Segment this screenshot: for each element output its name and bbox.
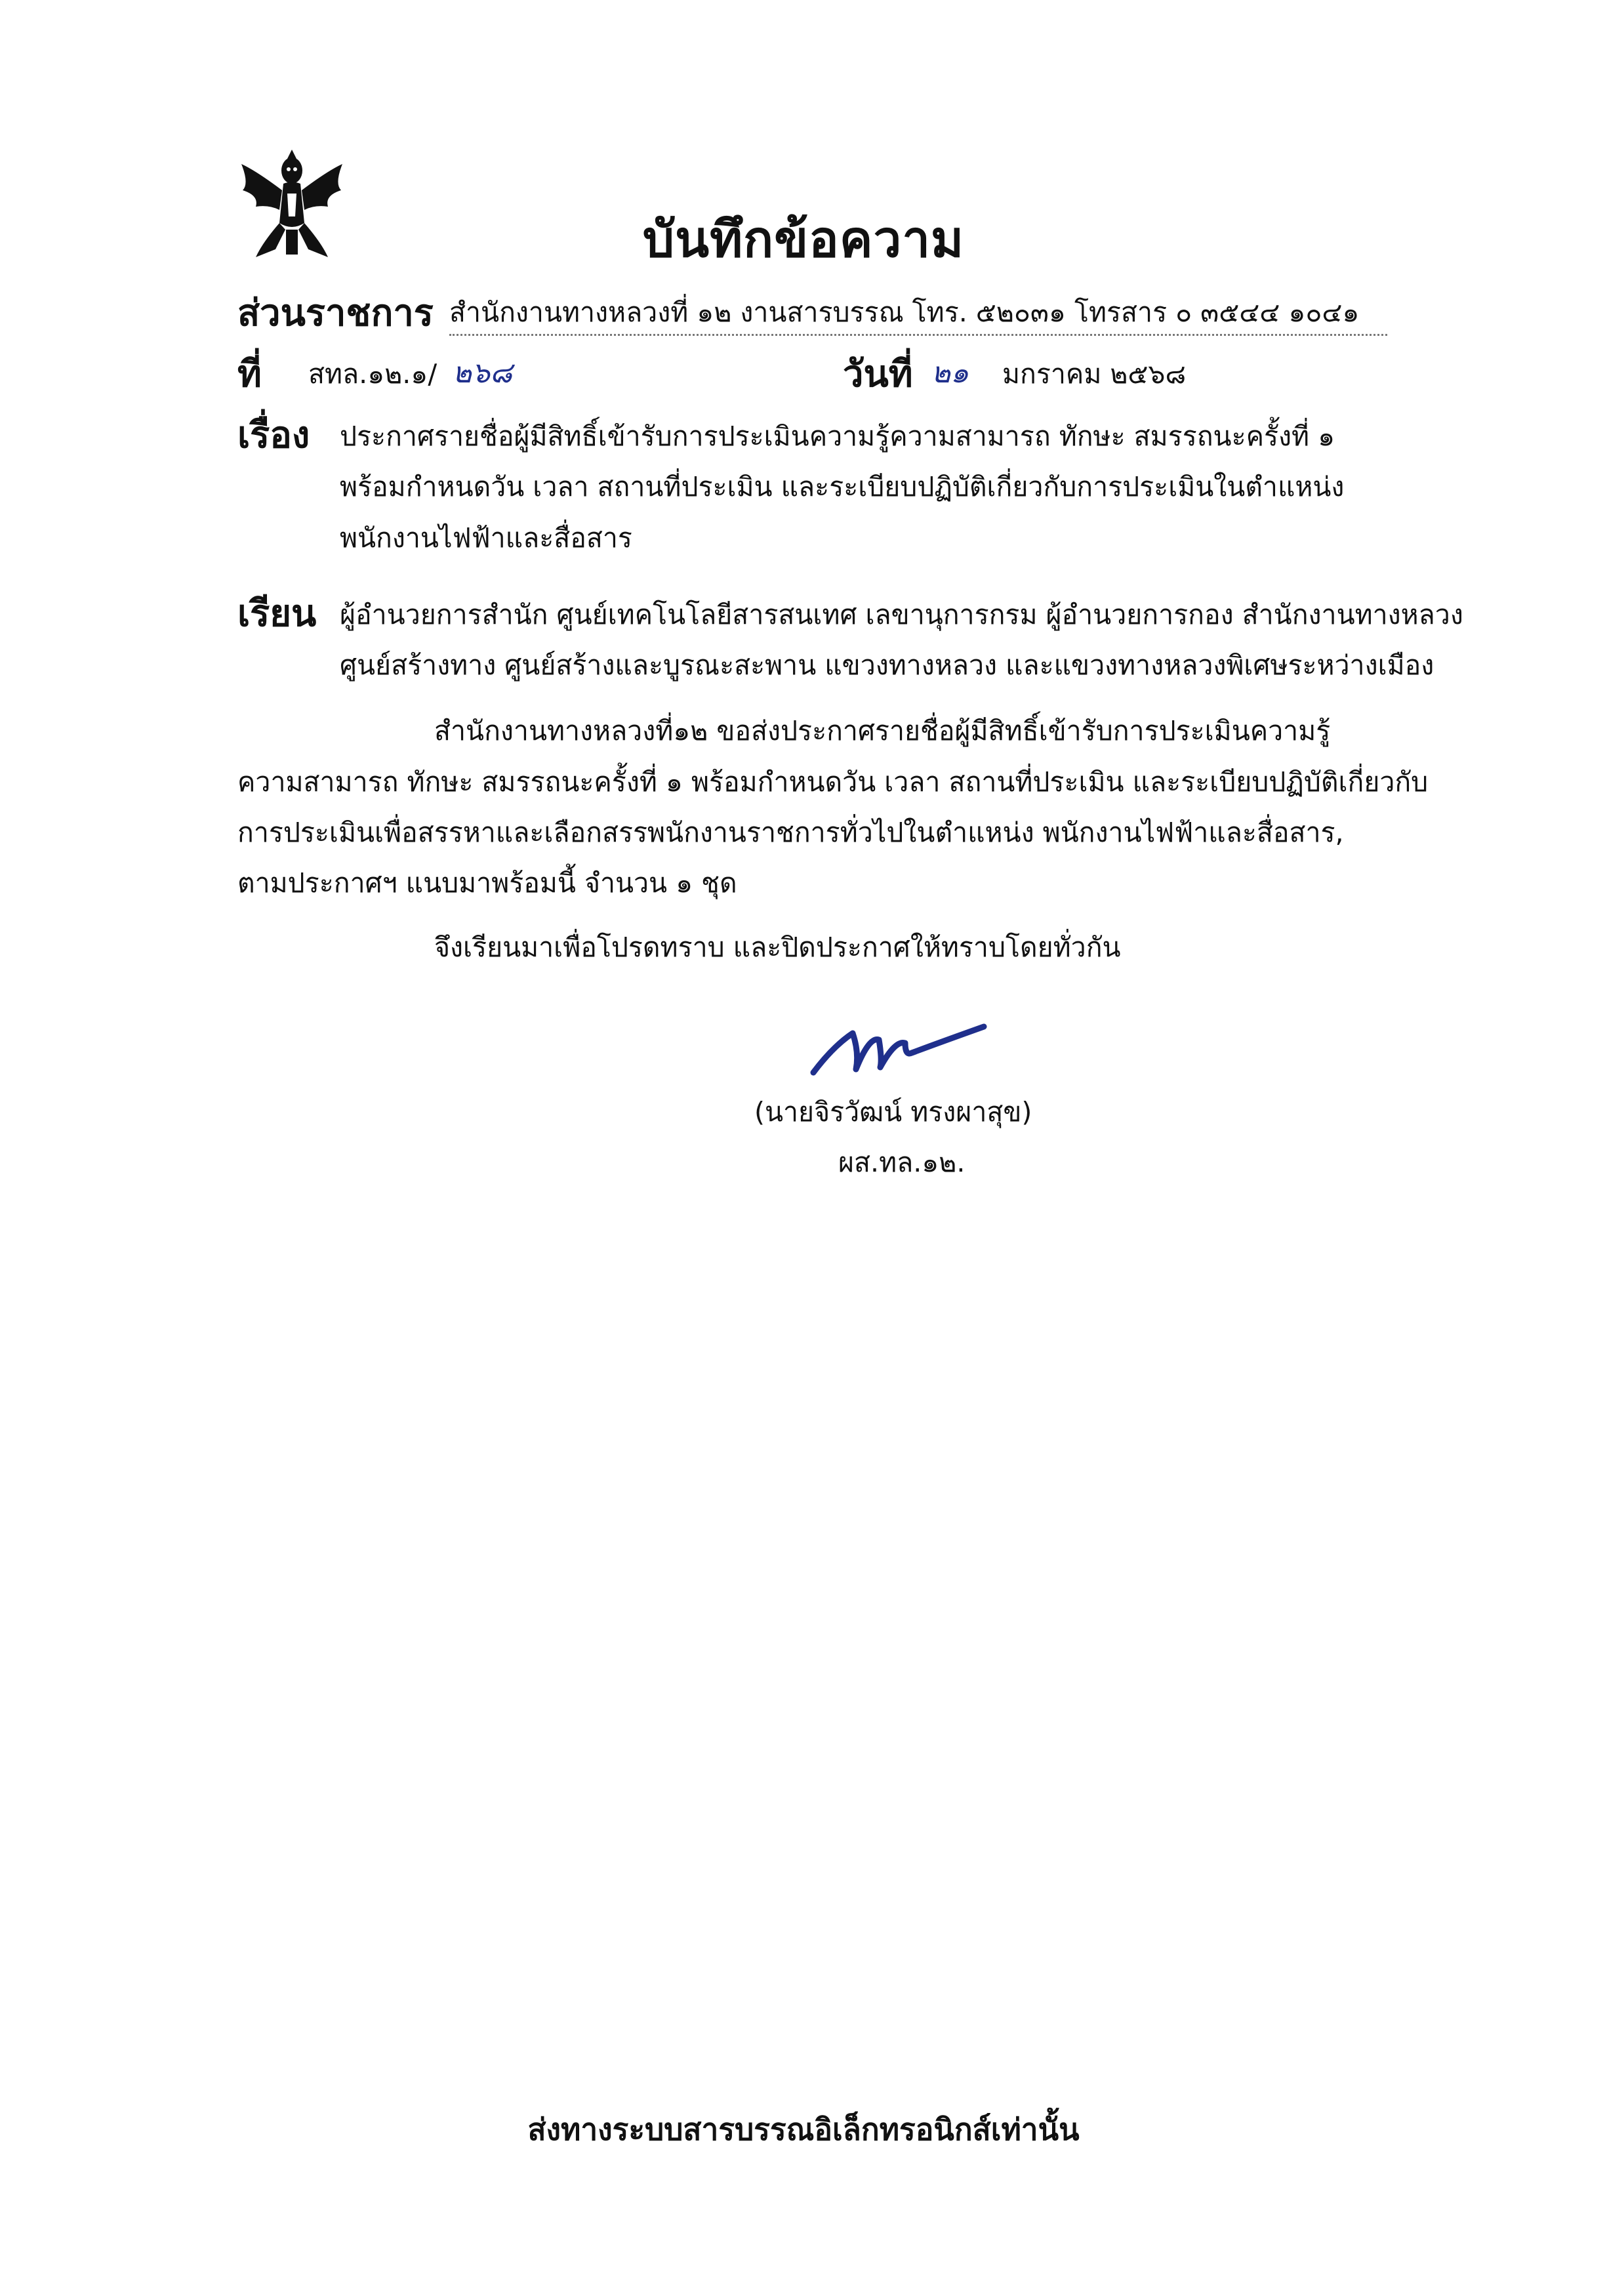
signatory-position: ผส.ทล.๑๒. [838, 1147, 966, 1178]
agency-label: ส่วนราชการ [237, 292, 434, 335]
body-line: สำนักงานทางหลวงที่๑๒ ขอส่งประกาศรายชื่อผู้มีสิทธิ์เข้ารับการประเมินความรู้ [434, 715, 1331, 747]
closing-line: จึงเรียนมาเพื่อโปรดทราบ และปิดประกาศให้ทราบโดยทั่วกัน [434, 932, 1121, 963]
body-line: ตามประกาศฯ แนบมาพร้อมนี้ จำนวน ๑ ชุด [237, 867, 737, 899]
subject-label: เรื่อง [237, 414, 310, 457]
body-line: ความสามารถ ทักษะ สมรรถนะครั้งที่ ๑ พร้อมกำหนดวัน เวลา สถานที่ประเมิน และระเบียบปฏิบัติเกี่ยวกับ [237, 766, 1429, 798]
handwritten-signature [807, 1007, 997, 1086]
date-label: วันที่ [843, 353, 913, 396]
ref-number-handwritten: ๒๖๘ [453, 356, 512, 390]
date-day-handwritten: ๒๑ [931, 356, 969, 390]
to-line: ผู้อำนวยการสำนัก ศูนย์เทคโนโลยีสารสนเทศ เลขานุการกรม ผู้อำนวยการกอง สำนักงานทางหลวง [340, 599, 1463, 630]
date-rest: มกราคม ๒๕๖๘ [1002, 358, 1187, 390]
subject-line: พนักงานไฟฟ้าและสื่อสาร [340, 522, 632, 554]
memo-title: บันทึกข้อความ [642, 210, 965, 268]
ref-label: ที่ [237, 353, 262, 396]
subject-line: พร้อมกำหนดวัน เวลา สถานที่ประเมิน และระเบียบปฏิบัติเกี่ยวกับการประเมินในตำแหน่ง [340, 471, 1345, 502]
to-label: เรียน [237, 592, 317, 635]
subject-line: ประกาศรายชื่อผู้มีสิทธิ์เข้ารับการประเมินความรู้ความสามารถ ทักษะ สมรรถนะครั้งที่ ๑ [340, 420, 1335, 452]
to-line: ศูนย์สร้างทาง ศูนย์สร้างและบูรณะสะพาน แขวงทางหลวง และแขวงทางหลวงพิเศษระหว่างเมือง [340, 649, 1434, 681]
agency-value: สำนักงานทางหลวงที่ ๑๒ งานสารบรรณ โทร. ๕๒๐๓๑ โทรสาร ๐ ๓๕๔๔ ๑๐๔๑ [449, 291, 1387, 336]
body-line: การประเมินเพื่อสรรหาและเลือกสรรพนักงานราชการทั่วไปในตำแหน่ง พนักงานไฟฟ้าและสื่อสาร, [237, 817, 1344, 848]
ref-prefix: สทล.๑๒.๑/ [308, 358, 437, 390]
signatory-name: (นายจิรวัฒน์ ทรงผาสุข) [754, 1096, 1032, 1128]
footer-note: ส่งทางระบบสารบรรณอิเล็กทรอนิกส์เท่านั้น [527, 2112, 1080, 2147]
